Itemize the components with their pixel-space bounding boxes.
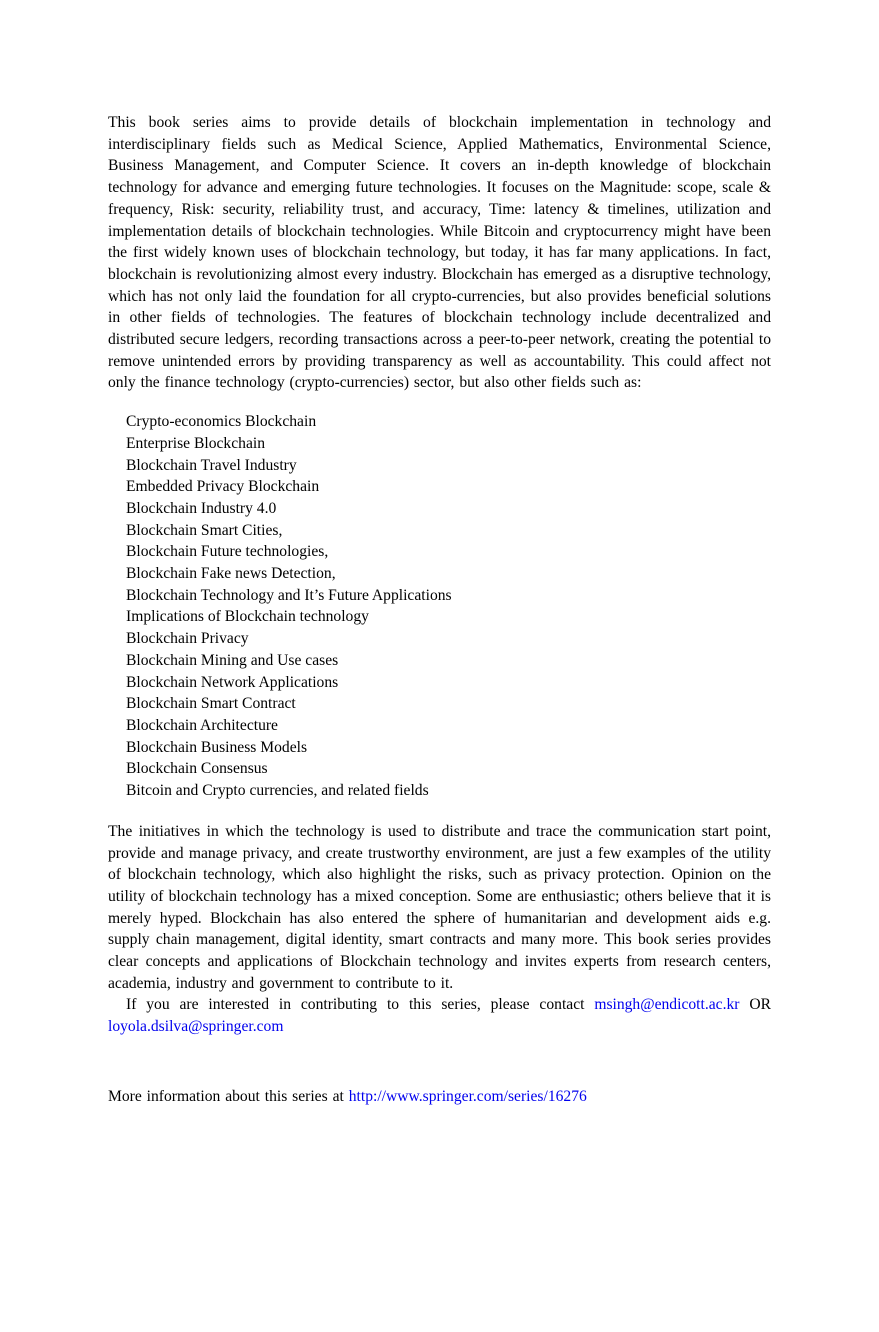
list-item: Bitcoin and Crypto currencies, and related fields <box>126 782 429 800</box>
intro-paragraph: This book series aims to provide details of blockchain implementation in technology and interdisciplinary fields such as Medical Science, Applied Mathematics, Environmental Science, Business Management, and Computer Science. It covers an in-depth knowledge of blockchain technology for advance and emerging future technologies. It focuses on the Magnitude: scope, scale & frequency, Risk: security, reliability trust, and accuracy, Time: latency & timelines, utilization and implementation details of blockchain technologies. While Bitcoin and cryptocurrency might have been the first widely known uses of blockchain technology, but today, it has far many applications. In fact, blockchain is revolutionizing almost every industry. Blockchain has emerged as a disruptive technology, which has not only laid the foundation for all crypto-currencies, but also provides beneficial solutions in other fields of technologies. The features of blockchain technology include decentralized and distributed secure ledgers, recording transactions across a peer-to-peer network, creating the potential to remove unintended errors by providing transparency as well as accountability. This could affect not only the finance technology (crypto-currencies) sector, but also other fields such as: <box>108 114 771 392</box>
list-item: Blockchain Network Applications <box>126 673 339 691</box>
email-link-loyola[interactable]: loyola.dsilva@springer.com <box>108 1018 284 1036</box>
document-page <box>108 112 771 1108</box>
more-info-line <box>108 1086 771 1108</box>
list-item: Blockchain Travel Industry <box>126 456 297 474</box>
topics-list <box>126 411 771 802</box>
contact-text: If you are interested in contributing to this series, please contact <box>126 996 595 1014</box>
list-item: Blockchain Fake news Detection, <box>126 565 336 583</box>
list-item: Blockchain Mining and Use cases <box>126 651 339 669</box>
more-info-text: More information about this series at <box>108 1087 349 1105</box>
contact-or-text: OR <box>739 996 771 1014</box>
list-item: Blockchain Business Models <box>126 738 308 756</box>
list-item: Blockchain Smart Cities, <box>126 521 283 539</box>
list-item: Blockchain Consensus <box>126 760 268 778</box>
list-item: Blockchain Technology and It’s Future Applications <box>126 586 452 604</box>
list-item: Blockchain Smart Contract <box>126 695 296 713</box>
list-item: Blockchain Future technologies, <box>126 543 329 561</box>
list-item: Crypto-economics Blockchain <box>126 413 317 431</box>
email-link-msingh[interactable]: msingh@endicott.ac.kr <box>594 996 740 1014</box>
contact-paragraph <box>108 994 771 1037</box>
list-item: Enterprise Blockchain <box>126 434 265 452</box>
list-item: Embedded Privacy Blockchain <box>126 478 320 496</box>
list-item: Blockchain Industry 4.0 <box>126 499 277 517</box>
list-item: Blockchain Architecture <box>126 716 278 734</box>
series-url-link[interactable]: http://www.springer.com/series/16276 <box>348 1087 587 1105</box>
list-item: Implications of Blockchain technology <box>126 608 369 626</box>
list-item: Blockchain Privacy <box>126 630 249 648</box>
initiatives-paragraph: The initiatives in which the technology is used to distribute and trace the communication start point, provide and manage privacy, and create trustworthy environment, are just a few examples of the utility of blockchain technology, which also highlight the risks, such as privacy protection. Opinion on the utility of blockchain technology has a mixed conception. Some are enthusiastic; others believe that it is merely hyped. Blockchain has also entered the sphere of humanitarian and development aids e.g. supply chain management, digital identity, smart contracts and many more. This book series provides clear concepts and applications of Blockchain technology and invites experts from research centers, academia, industry and government to contribute to it. <box>108 822 771 992</box>
